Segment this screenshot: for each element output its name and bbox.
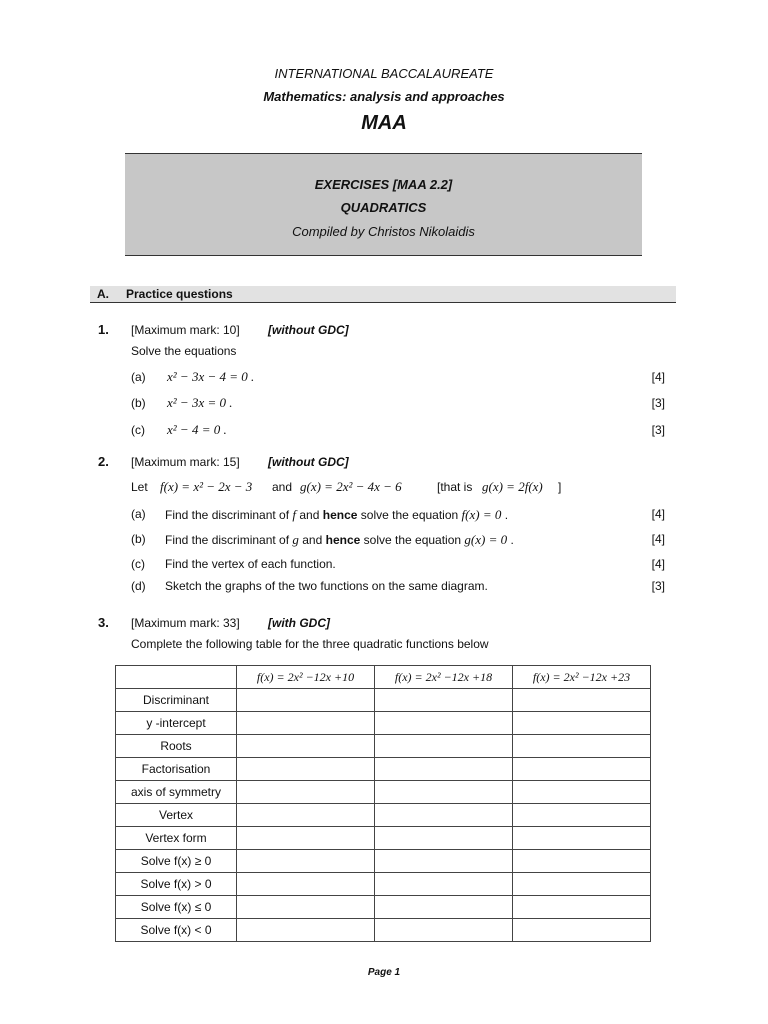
section-label: A. bbox=[97, 287, 109, 301]
part-label: (b) bbox=[131, 532, 146, 546]
let-word: Let bbox=[131, 480, 148, 494]
part-label: (d) bbox=[131, 579, 146, 593]
row-label: Discriminant bbox=[116, 689, 237, 712]
answer-cell[interactable] bbox=[375, 735, 513, 758]
text-segment: Find the discriminant of bbox=[165, 508, 290, 522]
table-row bbox=[116, 735, 651, 758]
part-text bbox=[165, 532, 514, 548]
text-segment: Find the discriminant of bbox=[165, 533, 290, 547]
part-label: (b) bbox=[131, 396, 146, 410]
row-label: axis of symmetry bbox=[116, 781, 237, 804]
answer-cell[interactable] bbox=[237, 735, 375, 758]
row-label: Solve f(x) > 0 bbox=[116, 873, 237, 896]
emphasis: hence bbox=[322, 508, 358, 522]
part-text: Find the vertex of each function. bbox=[165, 557, 336, 571]
table-row bbox=[116, 896, 651, 919]
answer-cell[interactable] bbox=[513, 873, 651, 896]
answer-cell[interactable] bbox=[237, 873, 375, 896]
table-corner-cell bbox=[116, 666, 237, 689]
table-row bbox=[116, 712, 651, 735]
part-label: (c) bbox=[131, 423, 145, 437]
f-definition: f(x) = x² − 2x − 3 bbox=[160, 479, 253, 494]
question-intro: Complete the following table for the three quadratic functions below bbox=[131, 637, 489, 651]
answer-cell[interactable] bbox=[375, 804, 513, 827]
row-label: Solve f(x) < 0 bbox=[116, 919, 237, 942]
max-mark: [Maximum mark: 10] bbox=[131, 323, 240, 337]
table-header-row bbox=[116, 666, 651, 689]
answer-cell[interactable] bbox=[375, 758, 513, 781]
exercise-title: EXERCISES [MAA 2.2] bbox=[314, 177, 453, 192]
answer-cell[interactable] bbox=[237, 850, 375, 873]
equation: x² − 3x − 4 = 0 . bbox=[167, 369, 255, 384]
part-text bbox=[165, 507, 508, 523]
row-label: y -intercept bbox=[116, 712, 237, 735]
table-body bbox=[116, 666, 651, 942]
text-segment: solve the equation bbox=[360, 508, 459, 522]
and-word: and bbox=[272, 480, 293, 494]
part-marks: [4] bbox=[651, 557, 665, 571]
answer-cell[interactable] bbox=[375, 827, 513, 850]
table-row bbox=[116, 758, 651, 781]
answer-cell[interactable] bbox=[513, 735, 651, 758]
equation: f(x) = 0 bbox=[461, 507, 502, 522]
emphasis: hence bbox=[325, 533, 361, 547]
part-marks: [4] bbox=[651, 507, 665, 521]
question-number: 2. bbox=[98, 454, 109, 469]
answer-cell[interactable] bbox=[513, 827, 651, 850]
math-var: g bbox=[292, 532, 299, 547]
gdc-note: [without GDC] bbox=[268, 455, 349, 469]
equation: x² − 4 = 0 . bbox=[167, 422, 227, 437]
math-var: f bbox=[292, 507, 297, 522]
table-row bbox=[116, 850, 651, 873]
table-row bbox=[116, 804, 651, 827]
answer-cell[interactable] bbox=[513, 712, 651, 735]
part-text: Sketch the graphs of the two functions on the same diagram. bbox=[165, 579, 488, 593]
answer-cell[interactable] bbox=[375, 712, 513, 735]
answer-cell[interactable] bbox=[237, 804, 375, 827]
compiler-credit: Compiled by Christos Nikolaidis bbox=[292, 224, 475, 239]
text-segment: and bbox=[302, 533, 323, 547]
answer-cell[interactable] bbox=[237, 689, 375, 712]
part-marks: [3] bbox=[651, 579, 665, 593]
row-label: Factorisation bbox=[116, 758, 237, 781]
row-label: Solve f(x) ≥ 0 bbox=[116, 850, 237, 873]
max-mark: [Maximum mark: 15] bbox=[131, 455, 240, 469]
close-bracket: ] bbox=[558, 480, 562, 494]
page-number: Page 1 bbox=[367, 967, 401, 978]
section-header bbox=[90, 286, 676, 303]
answer-cell[interactable] bbox=[237, 919, 375, 942]
header-institution: INTERNATIONAL BACCALAUREATE bbox=[274, 66, 494, 81]
gdc-note: [with GDC] bbox=[268, 616, 330, 630]
table-header-cell: f(x) = 2x² −12x +18 bbox=[375, 666, 513, 689]
answer-cell[interactable] bbox=[513, 850, 651, 873]
part-label: (a) bbox=[131, 507, 146, 521]
part-marks: [4] bbox=[651, 532, 665, 546]
equation: x² − 3x = 0 . bbox=[167, 395, 233, 410]
part-marks: [3] bbox=[651, 396, 665, 410]
that-is-text: [that is bbox=[437, 480, 473, 494]
answer-cell[interactable] bbox=[237, 896, 375, 919]
answer-cell[interactable] bbox=[513, 919, 651, 942]
table-header-cell: f(x) = 2x² −12x +23 bbox=[513, 666, 651, 689]
answer-cell[interactable] bbox=[375, 919, 513, 942]
table-row bbox=[116, 919, 651, 942]
answer-cell[interactable] bbox=[513, 804, 651, 827]
equation: g(x) = 0 bbox=[464, 532, 508, 547]
table-row bbox=[116, 781, 651, 804]
part-marks: [3] bbox=[651, 423, 665, 437]
gdc-note: [without GDC] bbox=[268, 323, 349, 337]
question-number: 1. bbox=[98, 322, 109, 337]
text-segment: and bbox=[299, 508, 320, 522]
answer-cell[interactable] bbox=[237, 712, 375, 735]
part-marks: [4] bbox=[651, 370, 665, 384]
max-mark: [Maximum mark: 33] bbox=[131, 616, 240, 630]
section-title: Practice questions bbox=[126, 287, 233, 301]
table-row bbox=[116, 689, 651, 712]
answer-cell[interactable] bbox=[513, 781, 651, 804]
header-course: Mathematics: analysis and approaches bbox=[263, 89, 505, 104]
answer-cell[interactable] bbox=[237, 827, 375, 850]
table-row bbox=[116, 827, 651, 850]
text-segment: solve the equation bbox=[363, 533, 462, 547]
part-label: (a) bbox=[131, 370, 146, 384]
answer-cell[interactable] bbox=[513, 896, 651, 919]
topic-title: QUADRATICS bbox=[340, 200, 427, 215]
row-label: Roots bbox=[116, 735, 237, 758]
answer-cell[interactable] bbox=[513, 758, 651, 781]
row-label: Vertex form bbox=[116, 827, 237, 850]
g-definition: g(x) = 2x² − 4x − 6 bbox=[300, 479, 402, 494]
part-label: (c) bbox=[131, 557, 145, 571]
relation: g(x) = 2f(x) bbox=[482, 479, 543, 494]
text-segment: . bbox=[510, 533, 514, 547]
answer-cell[interactable] bbox=[375, 850, 513, 873]
answer-cell[interactable] bbox=[375, 689, 513, 712]
quadratics-table bbox=[115, 665, 651, 942]
table-row bbox=[116, 873, 651, 896]
answer-cell[interactable] bbox=[375, 873, 513, 896]
answer-cell[interactable] bbox=[237, 758, 375, 781]
header-code: MAA bbox=[361, 112, 407, 134]
answer-cell[interactable] bbox=[237, 781, 375, 804]
question-intro: Solve the equations bbox=[131, 344, 237, 358]
table-header-cell: f(x) = 2x² −12x +10 bbox=[237, 666, 375, 689]
row-label: Solve f(x) ≤ 0 bbox=[116, 896, 237, 919]
answer-cell[interactable] bbox=[513, 689, 651, 712]
answer-cell[interactable] bbox=[375, 896, 513, 919]
title-box bbox=[125, 153, 642, 256]
row-label: Vertex bbox=[116, 804, 237, 827]
question-number: 3. bbox=[98, 615, 109, 630]
answer-cell[interactable] bbox=[375, 781, 513, 804]
text-segment: . bbox=[504, 508, 509, 522]
